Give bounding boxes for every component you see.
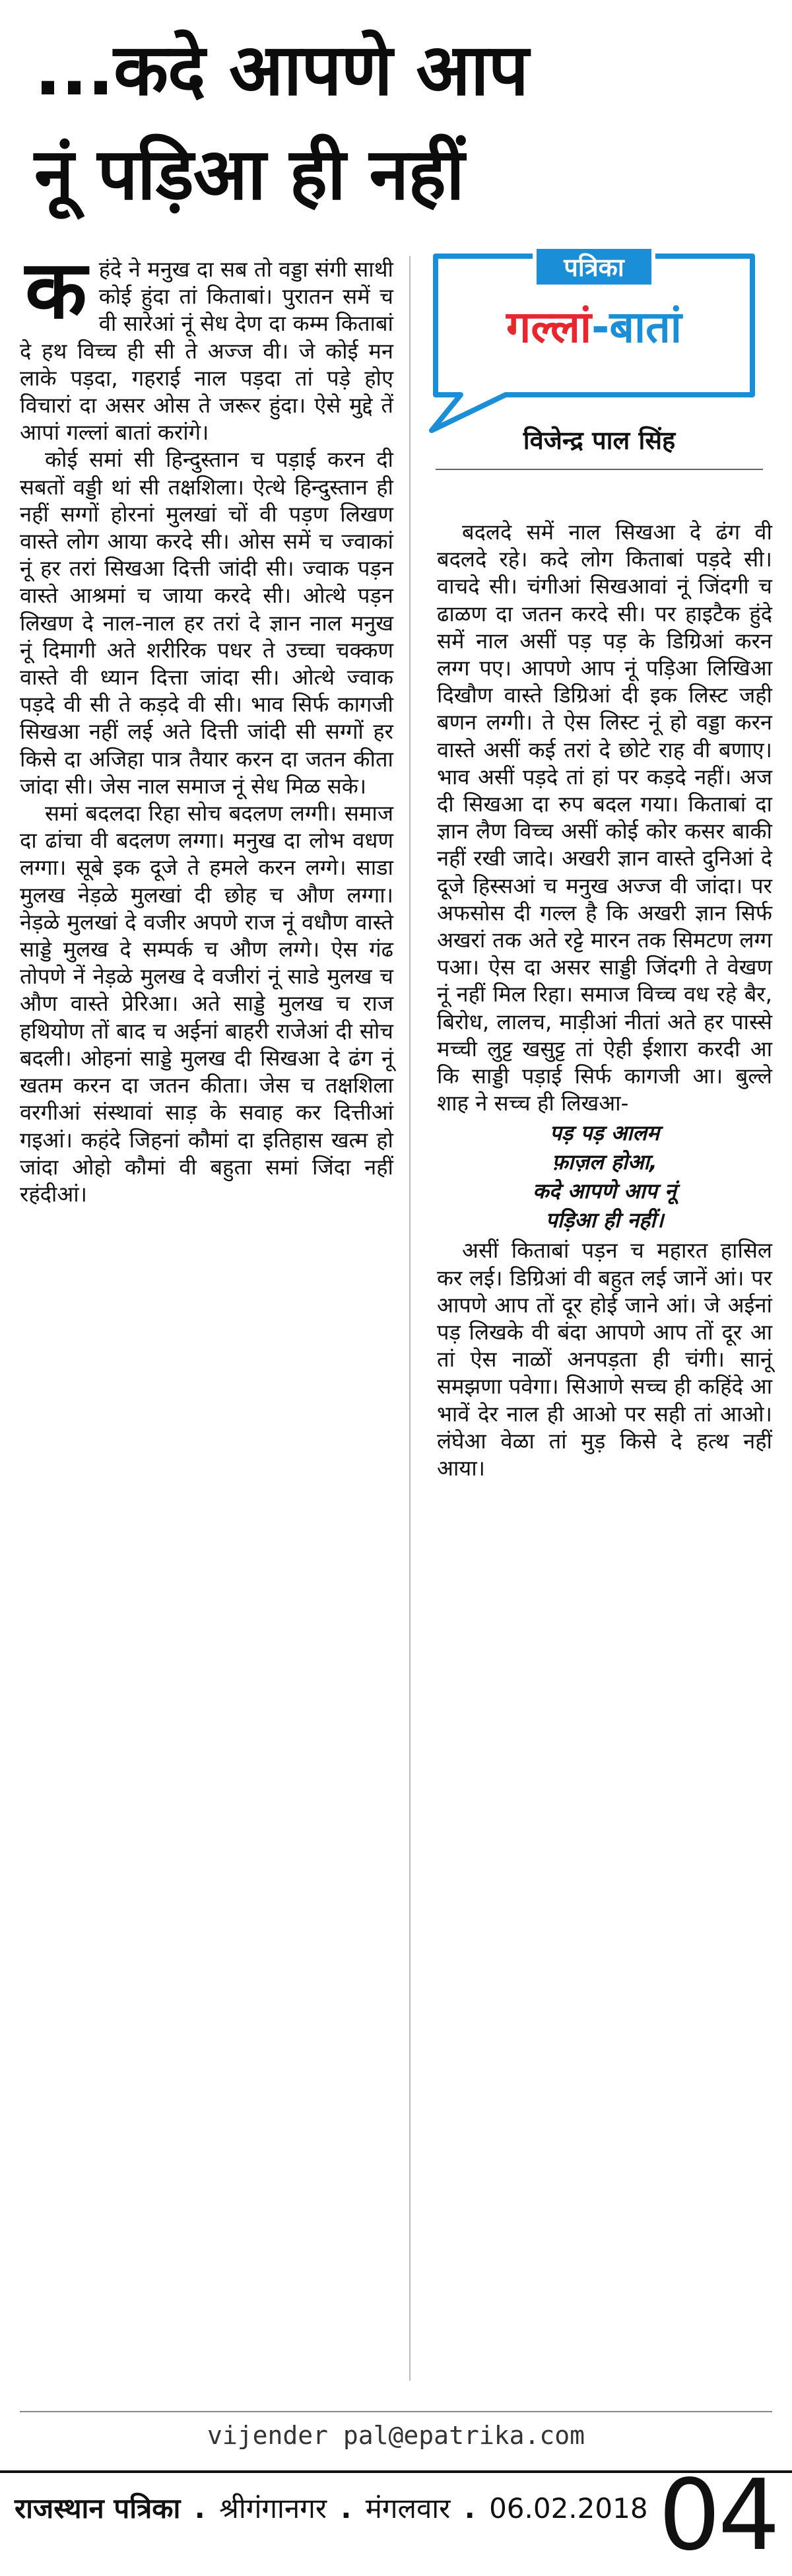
couplet-line: पड़िआ ही नहीं। xyxy=(545,1207,664,1233)
email-divider xyxy=(20,2411,772,2412)
newspaper-name: राजस्थान पत्रिका xyxy=(15,2492,181,2525)
logo-brand: पत्रिका xyxy=(564,253,624,282)
logo-title-part-2: बातां xyxy=(609,302,682,353)
article-paragraph: बदलदे समें नाल सिखआ दे ढंग वी बदलदे रहे। कदे लोग किताबां पड़दे सी। वाचदे सी। चंगीआं सिखआवां नूं जिंदगी च ढाळण दा जतन करदे सी। पर हाइटैक हुंदे समें नाल असीं पड़ पड़ के डिग्रिआं करन लग्ग पए। आपणे आप नूं पड़िआ लिखिआ दिखौण वास्ते डिग्रिआं दी इक लिस्ट जही बणन लग्गी। ते ऐस लिस्ट नूं हो वड्डा करन वास्ते असीं कई तरां दे छोटे राह वी बणाए। भाव असीं पड़दे तां हां पर कड़दे नहीं। अज दी सिखआ दा रुप बदल गया। किताबां दा ज्ञान लैण विच्च असीं कोई कोर कसर बाकी नहीं रखी जादे। अखरी ज्ञान वास्ते दुनिआं दे दूजे हिस्सआं च मनुख अज्ज वी जांदा। पर अफसोस दी गल्ल है कि अखरी ज्ञान सिर्फ अखरां तक अते रट्टे मारन तक सिमटण लग्ग पआ। ऐस दा असर साड्डी जिंदगी ते वेखण नूं नहीं मिल रिहा। समाज विच्च वध रहे बैर, बिरोध, लालच, माड़ीआं नीतां अते हर पास्से मच्ची लुट्ट खसुट्ट तां ऐही ईशारा करदी आ कि साड्डी पड़ाई सिर्फ कागजी आ। बुल्ले शाह ने सच्च ही लिखआ- xyxy=(437,520,772,1116)
author-divider xyxy=(436,469,763,470)
article-paragraph: हंदे ने मनुख दा सब तो वड्डा संगी साथी कोई हुंदा तां किताबां। पुरातन समें च वी सारेआं नूं सेध देण दा कम्म किताबां दे हथ विच्च ही सी ते अज्ज वी। जे कोई मन लाके पड़दा, गहराई नाल पड़दा तां पड़े होए विचारां दा असर ओस ते जरूर हुंदा। ऐसे मुद्दे तें आपां गल्लां बातां करांगे। xyxy=(20,257,393,446)
column-logo xyxy=(422,243,766,434)
headline-line-2: नूं पड़िआ ही नहीं xyxy=(34,133,464,216)
footer-separator: . xyxy=(341,2492,352,2525)
drop-cap: क xyxy=(25,243,87,337)
couplet-line: पड़ पड़ आलम xyxy=(549,1120,660,1146)
footer-separator: . xyxy=(464,2492,475,2525)
article-paragraph: समां बदलदा रिहा सोच बदलण लग्गी। समाज दा ढांचा वी बदलण लग्गा। मनुख दा लोभ वधण लग्गा। सूबे इक दूजे ते हमले करन लग्गे। साडा मुलख नेड़ळे मुलखां दी छोह च औण लग्गा। नेड़ळे मुलखां दे वजीर अपणे राज नूं वधौण वास्ते साड्डे मुलख दे सम्पर्क च औण लग्गे। ऐस गंढ तोपणे नें नेड़ळे मुलख दे वजीरां नूं साडे मुलख च औण वास्ते प्रेरिआ। अते साड्डे मुलख च राज हथियोण तों बाद च अईनां बाहरी राजेआं दी सोच बदली। ओहनां साड्डे मुलख दी सिखआ दे ढंग नूं खतम करन दा जतन कीता। जेस च तक्षशिला वरगीआं संस्थावां साड़ के सवाह कर दित्तीआं गइआं। कहंदे जिहनां कौमां दा इतिहास खत्म हो जांदा ओहो कौमां वी बहुता समां जिंदा नहीं रहंदीआं। xyxy=(20,801,393,1207)
article-column-1 xyxy=(20,243,393,1208)
article-paragraph: असीं किताबां पड़न च महारत हासिल कर लई। डिग्रिआं वी बहुत लई जानें आं। पर आपणे आप तों दूर होई जाने आं। जे अईनां पड़ लिखके वी बंदा आपणे आप तों दूर आ तां ऐस नाळों अनपड़ता ही चंगी। सानूं समझणा पवेगा। सिआणे सच्च ही कहिंदे आ भावें देर नाल ही आओ पर सही तां आओ। लंघेआ वेळा तां मुड़ किसे दे हत्थ नहीं आया। xyxy=(437,1238,772,1481)
page-number: 04 xyxy=(658,2458,777,2572)
couplet-line: फ़ाज़ल होआ, xyxy=(552,1149,657,1175)
footer-separator: . xyxy=(194,2492,205,2525)
article-paragraph: कोई समां सी हिन्दुस्तान च पड़ाई करन दी सबतों वड्डी थां सी तक्षशिला। ऐत्थे हिन्दुस्तान ही नहीं सग्गों होरनां मुलखां चों वी पड़ण लिखण वास्ते लोग आया करदे सी। ओस समें च ज्वाकां नूं हर तरां सिखआ दित्ती जांदी सी। ज्वाक पड़न वास्ते आश्रमां च जाया करदे सी। ओत्थे पड़न लिखण दे नाल-नाल हर तरां दे ज्ञान नाल मनुख नूं दिमागी अते शरीरिक पधर ते उच्चा चक्कण वास्ते वी ध्यान दित्ता जांदा सी। ओत्थे ज्वाक पड़दे वी सी ते कड़दे वी सी। भाव सिर्फ कागजी सिखआ नहीं लई अते दित्ती जांदी सी सग्गों हर किसे दा अजिहा पात्र तैयार करन दा जतन कीता जांदा सी। जेस नाल समाज नूं सेध मिळ सके। xyxy=(20,447,393,799)
headline xyxy=(34,18,760,227)
logo-title-part-1: गल्लां xyxy=(506,302,591,353)
edition-day: मंगलवार xyxy=(365,2492,451,2525)
edition-date: 06.02.2018 xyxy=(489,2492,648,2525)
article-column-2 xyxy=(437,519,772,1482)
author-name: विजेन्द्र पाल सिंह xyxy=(523,426,676,455)
author-email[interactable]: vijender pal@epatrika.com xyxy=(207,2421,585,2450)
page-footer xyxy=(15,2489,648,2528)
edition-city: श्रीगंगानगर xyxy=(219,2492,327,2525)
logo-title xyxy=(505,302,684,353)
headline-line-1: ...कदे आपणे आप xyxy=(34,29,529,112)
column-divider xyxy=(409,256,411,2381)
bulleh-shah-couplet xyxy=(437,1118,772,1235)
logo-title-dash: - xyxy=(591,302,610,353)
couplet-line: कदे आपणे आप नूं xyxy=(533,1178,676,1204)
